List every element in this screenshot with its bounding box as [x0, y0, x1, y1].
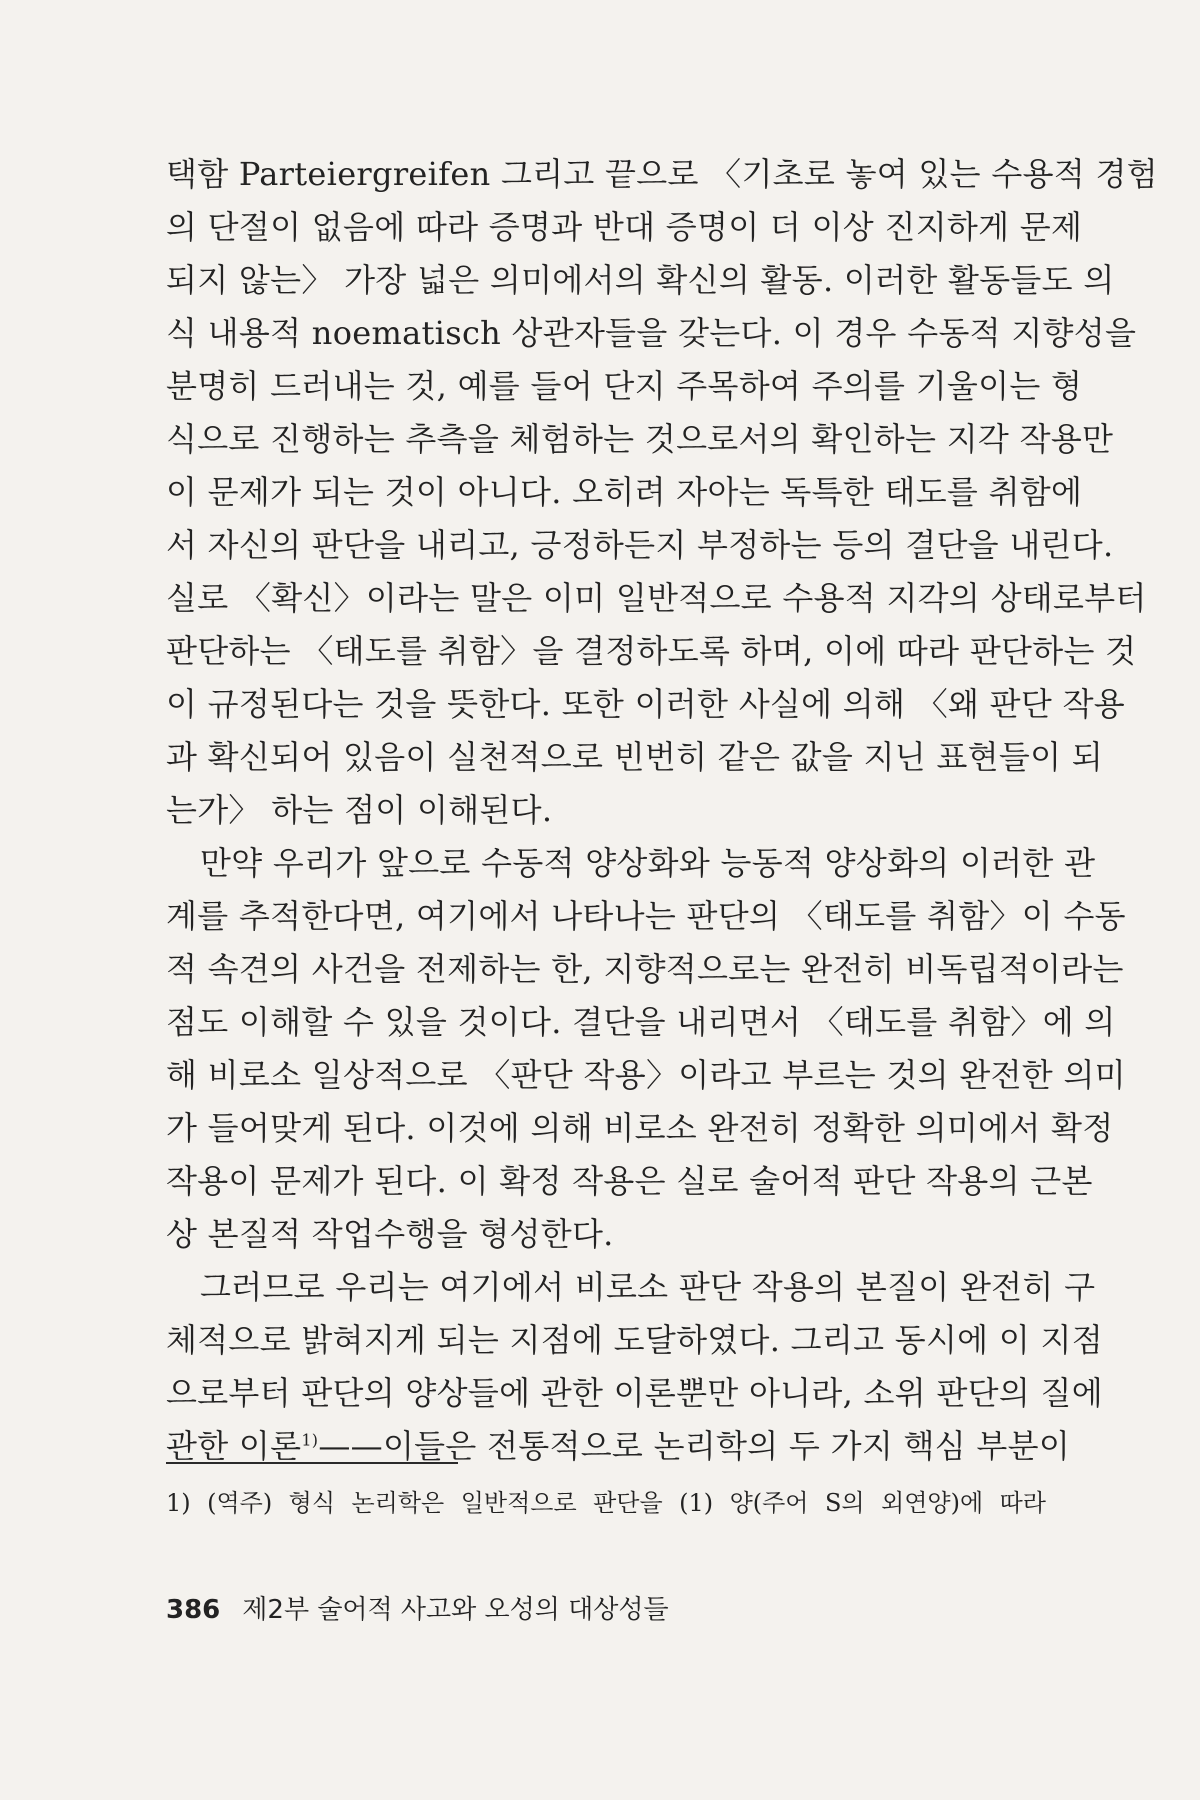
text-line: 상 본질적 작업수행을 형성한다.: [166, 1215, 614, 1253]
text-line: 택함 Parteiergreifen 그리고 끝으로 〈기초로 놓여 있는 수용적 경험: [166, 155, 1158, 193]
text-line: 이 규정된다는 것을 뜻한다. 또한 이러한 사실에 의해 〈왜 판단 작용: [166, 685, 1126, 723]
text-line: 가 들어맞게 된다. 이것에 의해 비로소 완전히 정확한 의미에서 확정: [166, 1109, 1114, 1147]
text-line: 서 자신의 판단을 내리고, 긍정하든지 부정하는 등의 결단을 내린다.: [166, 526, 1114, 564]
text-line: 해 비로소 일상적으로 〈판단 작용〉이라고 부르는 것의 완전한 의미: [166, 1056, 1126, 1094]
paragraph-3: [166, 1261, 1103, 1473]
text-line: 는가〉 하는 점이 이해된다.: [166, 791, 553, 829]
text-fragment: 관한 이론: [166, 1427, 302, 1465]
text-line: 만약 우리가 앞으로 수동적 양상화와 능동적 양상화의 이러한 관: [200, 844, 1096, 882]
running-head: 제2부 술어적 사고와 오성의 대상성들: [242, 1595, 669, 1625]
page-number: 386: [166, 1595, 221, 1625]
text-line: 되지 않는〉 가장 넓은 의미에서의 확신의 활동. 이러한 활동들도 의: [166, 261, 1115, 299]
text-line: 의 단절이 없음에 따라 증명과 반대 증명이 더 이상 진지하게 문제: [166, 208, 1083, 246]
text-fragment: ——이들은 전통적으로 논리학의 두 가지 핵심 부분이: [318, 1427, 1071, 1465]
paragraph-2: [166, 837, 1126, 1261]
page-footer: [166, 1593, 669, 1627]
text-line: 식으로 진행하는 추측을 체험하는 것으로서의 확인하는 지각 작용만: [166, 420, 1114, 458]
text-line: 과 확신되어 있음이 실천적으로 빈번히 같은 값을 지닌 표현들이 되: [166, 738, 1103, 776]
text-line: 판단하는 〈태도를 취함〉을 결정하도록 하며, 이에 따라 판단하는 것: [166, 632, 1137, 670]
text-line: 이 문제가 되는 것이 아니다. 오히려 자아는 독특한 태도를 취함에: [166, 473, 1083, 511]
main-text: [166, 148, 1158, 1473]
text-line: 분명히 드러내는 것, 예를 들어 단지 주목하여 주의를 기울이는 형: [166, 367, 1083, 405]
text-line: 으로부터 판단의 양상들에 관한 이론뿐만 아니라, 소위 판단의 질에: [166, 1374, 1103, 1412]
text-line: 작용이 문제가 된다. 이 확정 작용은 실로 술어적 판단 작용의 근본: [166, 1162, 1093, 1200]
footnote-text: 1) (역주) 형식 논리학은 일반적으로 판단을 (1) 양(주어 S의 외연양)에 따라: [166, 1489, 1046, 1517]
paragraph-1: [166, 148, 1158, 837]
text-line: 식 내용적 noematisch 상관자들을 갖는다. 이 경우 수동적 지향성을: [166, 314, 1137, 352]
text-line: 계를 추적한다면, 여기에서 나타나는 판단의 〈태도를 취함〉이 수동: [166, 897, 1126, 935]
text-line: 그러므로 우리는 여기에서 비로소 판단 작용의 본질이 완전히 구: [200, 1268, 1096, 1306]
footnote-reference[interactable]: 1): [301, 1430, 319, 1450]
text-line-with-note: [166, 1420, 1071, 1473]
text-line: 체적으로 밝혀지게 되는 지점에 도달하였다. 그리고 동시에 이 지점: [166, 1321, 1103, 1359]
footnote-divider: [166, 1462, 458, 1464]
text-line: 적 속견의 사건을 전제하는 한, 지향적으로는 완전히 비독립적이라는: [166, 950, 1124, 988]
text-line: 실로 〈확신〉이라는 말은 이미 일반적으로 수용적 지각의 상태로부터: [166, 579, 1147, 617]
text-line: 점도 이해할 수 있을 것이다. 결단을 내리면서 〈태도를 취함〉에 의: [166, 1003, 1116, 1041]
